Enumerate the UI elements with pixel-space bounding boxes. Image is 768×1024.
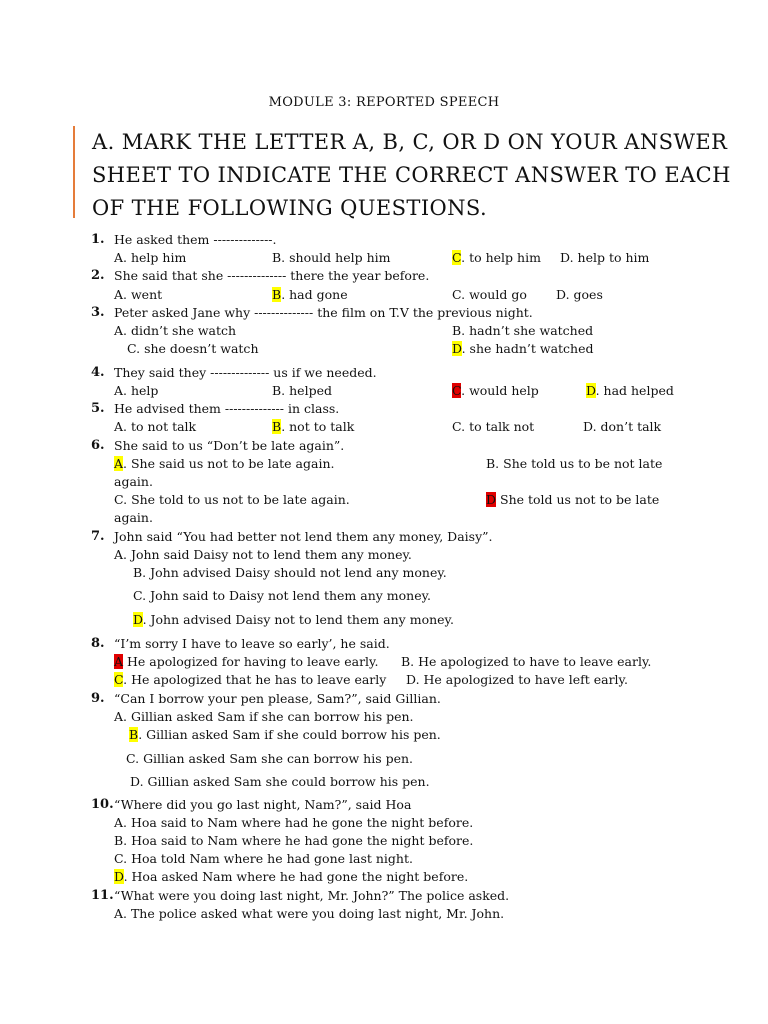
question-number: 1.	[91, 232, 105, 247]
option-c: C. He apologized that he has to leave early	[114, 672, 387, 687]
option-a: A. went	[114, 287, 163, 302]
question-number: 4.	[91, 365, 105, 380]
question-stem: He asked them --------------.	[114, 232, 277, 247]
question-stem: She said that she -------------- there the year before.	[114, 268, 430, 283]
question-stem: “What were you doing last night, Mr. John?” The police asked.	[114, 888, 510, 903]
option-b: B. Gillian asked Sam if she could borrow his pen.	[129, 727, 441, 742]
question-stem: “Can I borrow your pen please, Sam?”, said Gillian.	[114, 691, 441, 706]
option-a: A. John said Daisy not to lend them any money.	[114, 547, 412, 562]
option-a: A. She said us not to be late again.	[114, 456, 335, 471]
option-c: C. would help	[452, 383, 539, 398]
option-b-continuation: again.	[114, 474, 153, 489]
answer-highlight: D	[133, 612, 143, 627]
answer-highlight: C	[452, 383, 462, 398]
option-a: A. Gillian asked Sam if she can borrow his pen.	[114, 709, 414, 724]
answer-highlight: C	[114, 672, 124, 687]
option-c: C. She told to us not to be late again.	[114, 492, 350, 507]
question-stem: They said they -------------- us if we needed.	[114, 365, 377, 380]
option-a: A. The police asked what were you doing last night, Mr. John.	[114, 906, 505, 921]
option-b: B. She told us to be not late	[486, 456, 663, 471]
option-d-continuation: again.	[114, 510, 153, 525]
option-b: B. John advised Daisy should not lend any money.	[133, 565, 447, 580]
option-c: C. Hoa told Nam where he had gone last night.	[114, 851, 413, 866]
option-a: A. Hoa said to Nam where had he gone the night before.	[114, 815, 474, 830]
option-c: C. to help him	[452, 250, 541, 265]
question-number: 5.	[91, 401, 105, 416]
option-b: B. hadn’t she watched	[452, 323, 594, 338]
question-number: 7.	[91, 529, 105, 544]
question-number: 11.	[91, 888, 114, 903]
option-d: D. had helped	[586, 383, 674, 398]
answer-highlight: B	[272, 419, 282, 434]
question-stem: He advised them -------------- in class.	[114, 401, 340, 416]
option-d: D. she hadn’t watched	[452, 341, 594, 356]
question-number: 9.	[91, 691, 105, 706]
option-d: D. goes	[556, 287, 603, 302]
question-stem: John said “You had better not lend them any money, Daisy”.	[114, 529, 493, 544]
option-d: D. He apologized to have left early.	[406, 672, 628, 687]
option-a: A. help him	[114, 250, 187, 265]
option-a: A. to not talk	[114, 419, 197, 434]
question-number: 2.	[91, 268, 105, 283]
option-c: C. would go	[452, 287, 527, 302]
question-stem: “Where did you go last night, Nam?”, said Hoa	[114, 797, 412, 812]
option-b: B. helped	[272, 383, 332, 398]
answer-highlight: C	[452, 250, 462, 265]
option-b: B. He apologized to have to leave early.	[401, 654, 652, 669]
option-c: C. to talk not	[452, 419, 535, 434]
option-a: A He apologized for having to leave early.	[114, 654, 379, 669]
answer-highlight: A	[114, 654, 124, 669]
option-a: A. didn’t she watch	[114, 323, 237, 338]
answer-highlight: B	[272, 287, 282, 302]
question-stem: Peter asked Jane why -------------- the film on T.V the previous night.	[114, 305, 533, 320]
option-b: B. had gone	[272, 287, 348, 302]
option-d: D She told us not to be late	[486, 492, 660, 507]
question-stem: “I’m sorry I have to leave so early’, he said.	[114, 636, 390, 651]
question-number: 8.	[91, 636, 105, 651]
option-c: C. John said to Daisy not lend them any money.	[133, 588, 431, 603]
option-d: D. John advised Daisy not to lend them any money.	[133, 612, 454, 627]
answer-highlight: A	[114, 456, 124, 471]
answer-highlight: B	[129, 727, 139, 742]
option-d: D. Gillian asked Sam she could borrow his pen.	[130, 774, 430, 789]
option-b: B. should help him	[272, 250, 391, 265]
option-d: D. don’t talk	[583, 419, 662, 434]
option-b: B. not to talk	[272, 419, 355, 434]
answer-highlight: D	[452, 341, 462, 356]
module-title: MODULE 3: REPORTED SPEECH	[268, 95, 500, 110]
option-d: D. help to him	[560, 250, 650, 265]
option-c: C. she doesn’t watch	[127, 341, 259, 356]
section-accent-bar	[73, 126, 75, 218]
answer-highlight: D	[486, 492, 497, 507]
section-heading: A. MARK THE LETTER A, B, C, OR D ON YOUR ANSWER SHEET TO INDICATE THE CORRECT ANSWER TO EACH OF THE FOLLOWING QUESTIONS.	[92, 130, 731, 220]
question-number: 6.	[91, 438, 105, 453]
answer-highlight: D	[586, 383, 596, 398]
option-a: A. help	[114, 383, 159, 398]
answer-highlight: D	[114, 869, 124, 884]
option-c: C. Gillian asked Sam she can borrow his pen.	[126, 751, 414, 766]
question-number: 3.	[91, 305, 105, 320]
option-d: D. Hoa asked Nam where he had gone the night before.	[114, 869, 469, 884]
question-number: 10.	[91, 797, 114, 812]
option-b: B. Hoa said to Nam where he had gone the night before.	[114, 833, 474, 848]
question-stem: She said to us “Don’t be late again”.	[114, 438, 345, 453]
